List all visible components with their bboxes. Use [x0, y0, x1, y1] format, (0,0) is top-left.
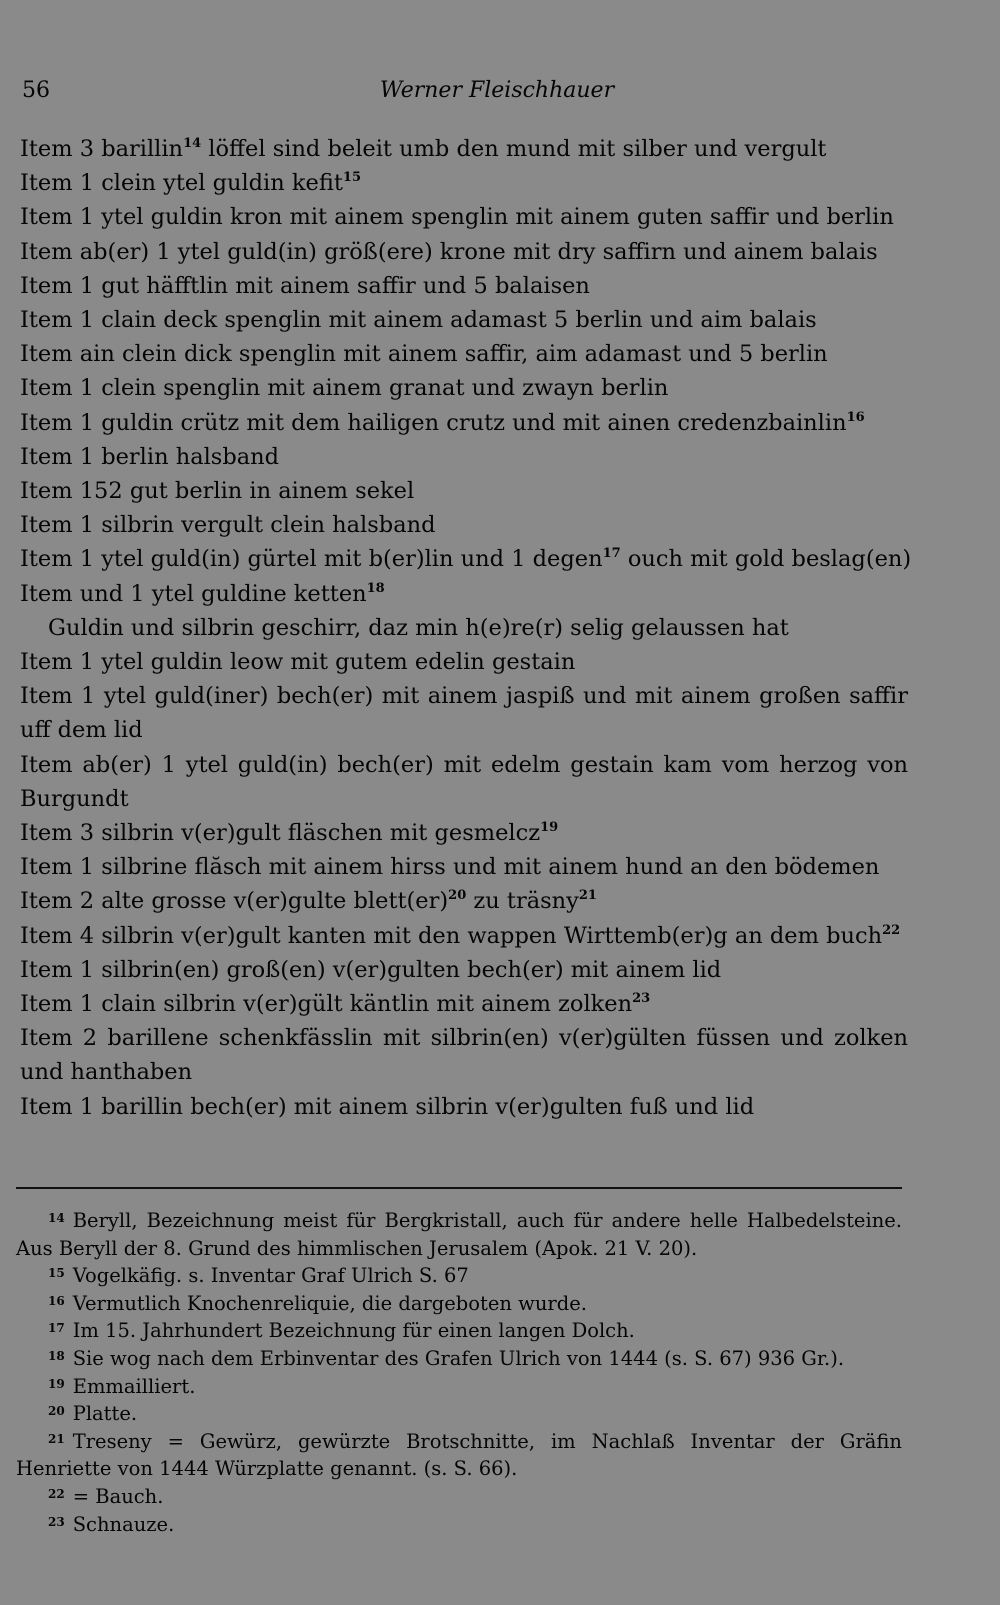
item-text: Item 2 alte grosse v(er)gulte blett(er) — [20, 888, 449, 915]
footnote-ref: 17 — [602, 546, 621, 562]
inventory-item — [20, 269, 908, 303]
footnote-text: Treseny = Gewürz, gewürzte Brotschnitte, im Nachlaß Inventar der Gräfin Henriette von 1444 Würzplatte genannt. (s. S. 66). — [16, 1429, 902, 1481]
item-text-continued: ouch mit gold beslag(en) — [620, 546, 912, 573]
inventory-item — [20, 816, 908, 850]
footnote-ref: 20 — [448, 888, 467, 904]
item-text: Item 1 barillin bech(er) mit ainem silbrin v(er)gulten fuß und lid — [20, 1093, 755, 1120]
inventory-item — [20, 919, 908, 953]
inventory-item — [20, 953, 908, 987]
footnote-number: 19 — [48, 1376, 65, 1391]
page-header — [22, 78, 972, 108]
footnote-number: 21 — [48, 1431, 65, 1446]
inventory-item — [20, 303, 908, 337]
footnote — [16, 1207, 902, 1262]
footnote — [16, 1373, 902, 1401]
footnote-text: Vogelkäfig. s. Inventar Graf Ulrich S. 67 — [72, 1264, 469, 1288]
item-text: Item 1 ytel guldin kron mit ainem spenglin mit ainem guten saffir und berlin — [20, 204, 894, 231]
running-title: Werner Fleischhauer — [379, 78, 615, 103]
inventory-item — [20, 679, 908, 747]
item-text: Guldin und silbrin geschirr, daz min h(e)re(r) selig gelaussen hat — [48, 614, 789, 641]
footnote-ref: 14 — [183, 136, 202, 151]
inventory-item — [20, 406, 908, 440]
item-text: Item 1 clein ytel guldin kefit — [20, 170, 343, 197]
footnote-ref: 16 — [846, 409, 865, 425]
inventory-item — [20, 1090, 908, 1124]
inventory-item — [20, 371, 908, 405]
item-text: Item 4 silbrin v(er)gult kanten mit den wappen Wirttemb(er)g an dem buch — [20, 922, 883, 949]
footnote — [16, 1511, 902, 1539]
item-text: Item und 1 ytel guldine ketten — [20, 580, 367, 607]
footnote — [16, 1290, 902, 1318]
inventory-item — [20, 235, 908, 269]
item-text: Item ain clein dick spenglin mit ainem saffir, aim adamast und 5 berlin — [20, 341, 828, 368]
footnote-ref: 18 — [366, 580, 385, 596]
page-number: 56 — [22, 78, 50, 103]
inventory-item — [20, 474, 908, 508]
inventory-item — [20, 132, 908, 166]
item-text: Item 152 gut berlin in ainem sekel — [20, 478, 415, 505]
footnote-number: 20 — [48, 1404, 65, 1419]
footnote — [16, 1428, 902, 1483]
footnote-number: 23 — [48, 1514, 65, 1529]
inventory-item — [20, 508, 908, 542]
inventory-item — [20, 542, 912, 576]
inventory-item — [20, 337, 908, 371]
inventory-item — [20, 850, 908, 884]
footnote-text: Emmailliert. — [72, 1374, 196, 1398]
item-text: Item 1 silbrine flăsch mit ainem hirss und mit ainem hund an den bödemen — [20, 854, 880, 881]
inventory-item — [20, 1021, 908, 1089]
item-text: Item 1 guldin crütz mit dem hailigen crutz und mit ainen credenzbainlin — [20, 409, 847, 436]
footnote-ref: 19 — [540, 820, 559, 836]
footnote-number: 18 — [48, 1348, 65, 1363]
footnote-number: 22 — [48, 1486, 65, 1501]
footnote — [16, 1400, 902, 1428]
item-text: Item 1 clein spenglin mit ainem granat und zwayn berlin — [20, 375, 669, 402]
item-text: Item 1 ytel guld(iner) bech(er) mit ainem jaspiß und mit ainem großen saffir uff dem lid — [20, 683, 908, 744]
footnotes — [16, 1207, 902, 1538]
item-text: Item 1 clain deck spenglin mit ainem adamast 5 berlin und aim balais — [20, 307, 817, 334]
footnote — [16, 1345, 902, 1373]
inventory-item — [20, 200, 908, 234]
footnote-ref: 15 — [342, 170, 361, 186]
inventory-item — [20, 440, 908, 474]
footnote-text: Platte. — [72, 1402, 138, 1426]
item-text: Item ab(er) 1 ytel guld(in) größ(ere) krone mit dry saffirn und ainem balais — [20, 238, 878, 265]
footnote-rule — [16, 1187, 902, 1189]
item-text: Item 1 silbrin vergult clein halsband — [20, 512, 436, 539]
footnote-text: Schnauze. — [72, 1512, 175, 1536]
footnote-text: Im 15. Jahrhundert Bezeichnung für einen langen Dolch. — [72, 1319, 635, 1343]
item-text: Item 1 ytel guld(in) gürtel mit b(er)lin und 1 degen — [20, 546, 603, 573]
footnote-text: Beryll, Bezeichnung meist für Bergkristall, auch für andere helle Halbedelsteine. Aus Beryll der 8. Grund des himmlischen Jerusalem (Apok. 21 V. 20). — [16, 1209, 902, 1260]
item-text: Item 1 ytel guldin leow mit gutem edelin gestain — [20, 649, 576, 676]
item-text: Item 2 barillene schenkfässlin mit silbrin(en) v(er)gülten füssen und zolken und hanthaben — [20, 1025, 908, 1086]
section-heading — [20, 611, 908, 645]
footnote-ref: 22 — [882, 922, 901, 938]
inventory-item — [20, 884, 908, 918]
item-text-continued: zu träsny — [466, 888, 579, 915]
footnote-number: 17 — [48, 1321, 65, 1336]
item-text: Item ab(er) 1 ytel guld(in) bech(er) mit edelm gestain kam vom herzog von Burgundt — [20, 751, 908, 812]
footnote-text: = Bauch. — [72, 1484, 164, 1508]
item-text: Item 1 silbrin(en) groß(en) v(er)gulten bech(er) mit ainem lid — [20, 956, 722, 983]
item-text: Item 1 berlin halsband — [20, 443, 280, 470]
footnote-number: 15 — [48, 1266, 65, 1281]
inventory-item — [20, 748, 908, 816]
footnote — [16, 1317, 902, 1345]
inventory-list — [20, 132, 912, 1124]
inventory-item — [20, 577, 908, 611]
item-text: Item 1 gut häfftlin mit ainem saffir und 5 balaisen — [20, 272, 590, 299]
item-text: Item 3 barillin — [20, 136, 184, 162]
inventory-item — [20, 987, 908, 1021]
footnote-text: Sie wog nach dem Erbinventar des Grafen Ulrich von 1444 (s. S. 67) 936 Gr.). — [72, 1346, 845, 1370]
footnote-number: 14 — [48, 1211, 65, 1225]
footnote-number: 16 — [48, 1293, 65, 1308]
footnote — [16, 1483, 902, 1511]
footnote-ref: 21 — [578, 888, 597, 904]
item-text: Item 3 silbrin v(er)gult fläschen mit gesmelcz — [20, 820, 541, 847]
item-text-continued: löffel sind beleit umb den mund mit silber und vergult — [201, 136, 827, 162]
footnote — [16, 1262, 902, 1290]
inventory-item — [20, 645, 908, 679]
inventory-item — [20, 166, 908, 200]
item-text: Item 1 clain silbrin v(er)gült käntlin mit ainem zolken — [20, 991, 633, 1018]
footnote-text: Vermutlich Knochenreliquie, die dargeboten wurde. — [72, 1291, 587, 1315]
footnote-ref: 23 — [632, 991, 651, 1007]
